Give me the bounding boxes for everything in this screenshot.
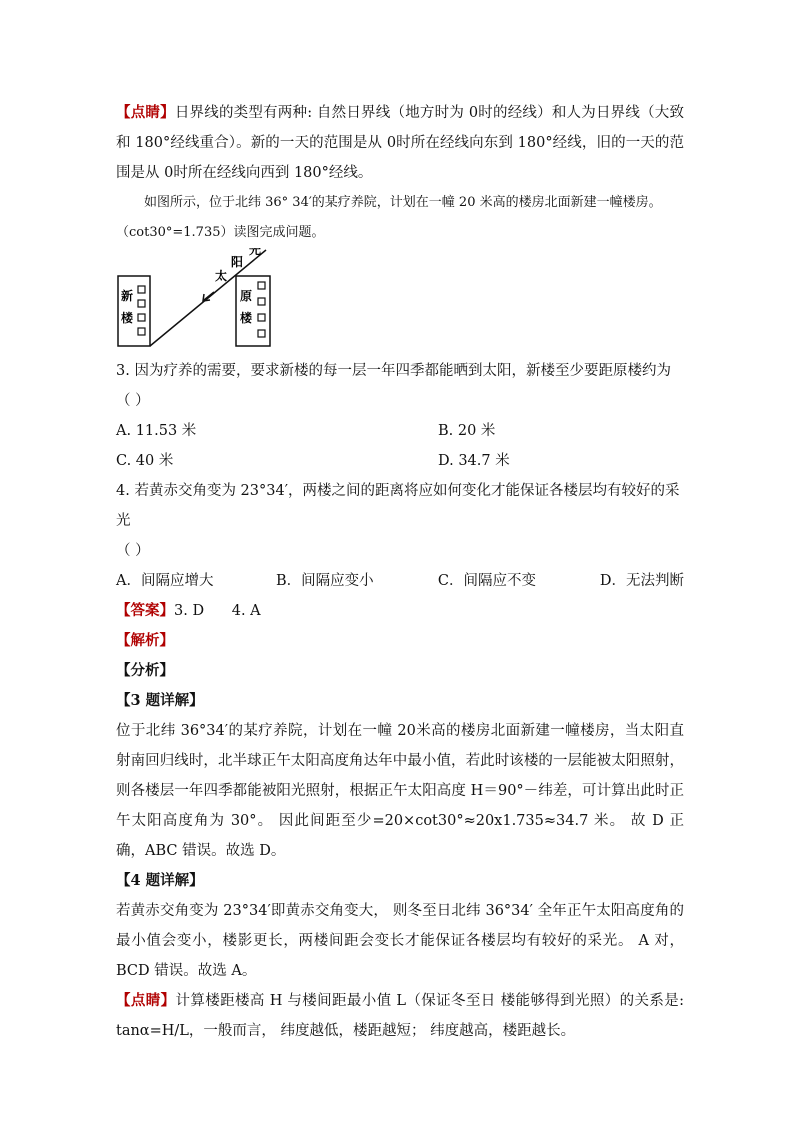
- q4-detail-heading: 【4 题详解】: [116, 872, 204, 889]
- answer-label: 【答案】: [116, 602, 174, 619]
- question-3-paren: （ ）: [116, 393, 150, 409]
- building-diagram-svg: [116, 248, 296, 356]
- fenxi-heading: 【分析】: [116, 662, 174, 679]
- note-paragraph-2: [116, 986, 684, 1046]
- option-3a: A. 11.53 米: [116, 423, 197, 439]
- answer-text: 3. D 4. A: [174, 603, 261, 619]
- q4-detail-text: 若黄赤交角变为 23°34′即黄赤交角变大， 则冬至日北纬 36°34′ 全年正午太阳高度角的最小值会变小，楼影更长，两楼间距会变长才能保证各楼层均有较好的采光。 A 对，BCD 错误。故选 A。: [116, 903, 684, 979]
- option-3b: B. 20 米: [438, 423, 496, 439]
- question-4-paren: （ ）: [116, 543, 150, 559]
- option-4a: A．间隔应增大: [116, 573, 214, 589]
- option-4b: B．间隔应变小: [275, 573, 374, 589]
- window: [258, 282, 265, 289]
- option-4d: D．无法判断: [599, 573, 684, 589]
- note-label: 【点睛】: [116, 104, 175, 121]
- question-3-options: [116, 416, 684, 476]
- arrow-shaft: [204, 292, 214, 300]
- option-3d: D. 34.7 米: [438, 453, 510, 469]
- document-body: [116, 98, 684, 1046]
- window: [258, 314, 265, 321]
- q3-detail-heading: 【3 题详解】: [116, 692, 204, 709]
- analysis-heading: 【解析】: [116, 632, 174, 649]
- question-4-options: [116, 566, 684, 596]
- window: [138, 328, 145, 335]
- new-building-char-2: 楼: [121, 311, 134, 325]
- window: [138, 314, 145, 321]
- note2-text: 计算楼距楼高 H 与楼间距最小值 L（保证冬至日 楼能够得到光照）的关系是: tanα=H/L，一般而言， 纬度越低，楼距越短； 纬度越高，楼距越长。: [116, 993, 685, 1039]
- option-4c: C．间隔应不变: [437, 573, 537, 589]
- note2-label: 【点睛】: [116, 992, 176, 1009]
- intro-line-1: 如图所示，位于北纬 36° 34′的某疗养院，计划在一幢 20 米高的楼房北面新建一幢楼房。: [144, 195, 662, 210]
- option-3c: C. 40 米: [116, 453, 174, 469]
- sun-char-3: 光: [249, 248, 262, 257]
- q3-detail-text: 位于北纬 36°34′的某疗养院，计划在一幢 20米高的楼房北面新建一幢楼房，当太阳直射南回归线时，北半球正午太阳高度角达年中最小值，若此时该楼的一层能被太阳照射，则各楼层一年四季都能被阳光照射，根据正午太阳高度 H＝90°－纬差，可计算出此时正午太阳高度角为 30°。 因此间距至少=20×cot30°≈20x1.735≈34.7 米。 故 D 正确，ABC 错误。故选 D。: [116, 723, 684, 859]
- window: [258, 330, 265, 337]
- old-building-char-1: 原: [240, 289, 253, 303]
- window: [138, 286, 145, 293]
- question-intro: [116, 188, 684, 248]
- answer-line: [116, 596, 684, 626]
- window: [258, 298, 265, 305]
- intro-line-2: （cot30°=1.735）读图完成问题。: [116, 225, 325, 240]
- old-building-char-2: 楼: [240, 311, 253, 325]
- window: [138, 300, 145, 307]
- sun-char-1: 太: [215, 269, 228, 283]
- question-4-stem: 4. 若黄赤交角变为 23°34′，两楼之间的距离将应如何变化才能保证各楼层均有较好的采光: [116, 483, 680, 529]
- building-diagram: [116, 248, 296, 356]
- question-3-stem: 3. 因为疗养的需要，要求新楼的每一层一年四季都能晒到太阳，新楼至少要距原楼约为: [116, 363, 671, 379]
- note-paragraph-1: [116, 98, 684, 188]
- sun-char-2: 阳: [231, 255, 244, 269]
- note-text: 日界线的类型有两种: 自然日界线（地方时为 0时的经线）和人为日界线（大致和 180°经线重合）。新的一天的范围是从 0时所在经线向东到 180°经线，旧的一天的范围是从 0时所在经线向西到 180°经线。: [116, 105, 685, 181]
- new-building-char-1: 新: [121, 289, 134, 303]
